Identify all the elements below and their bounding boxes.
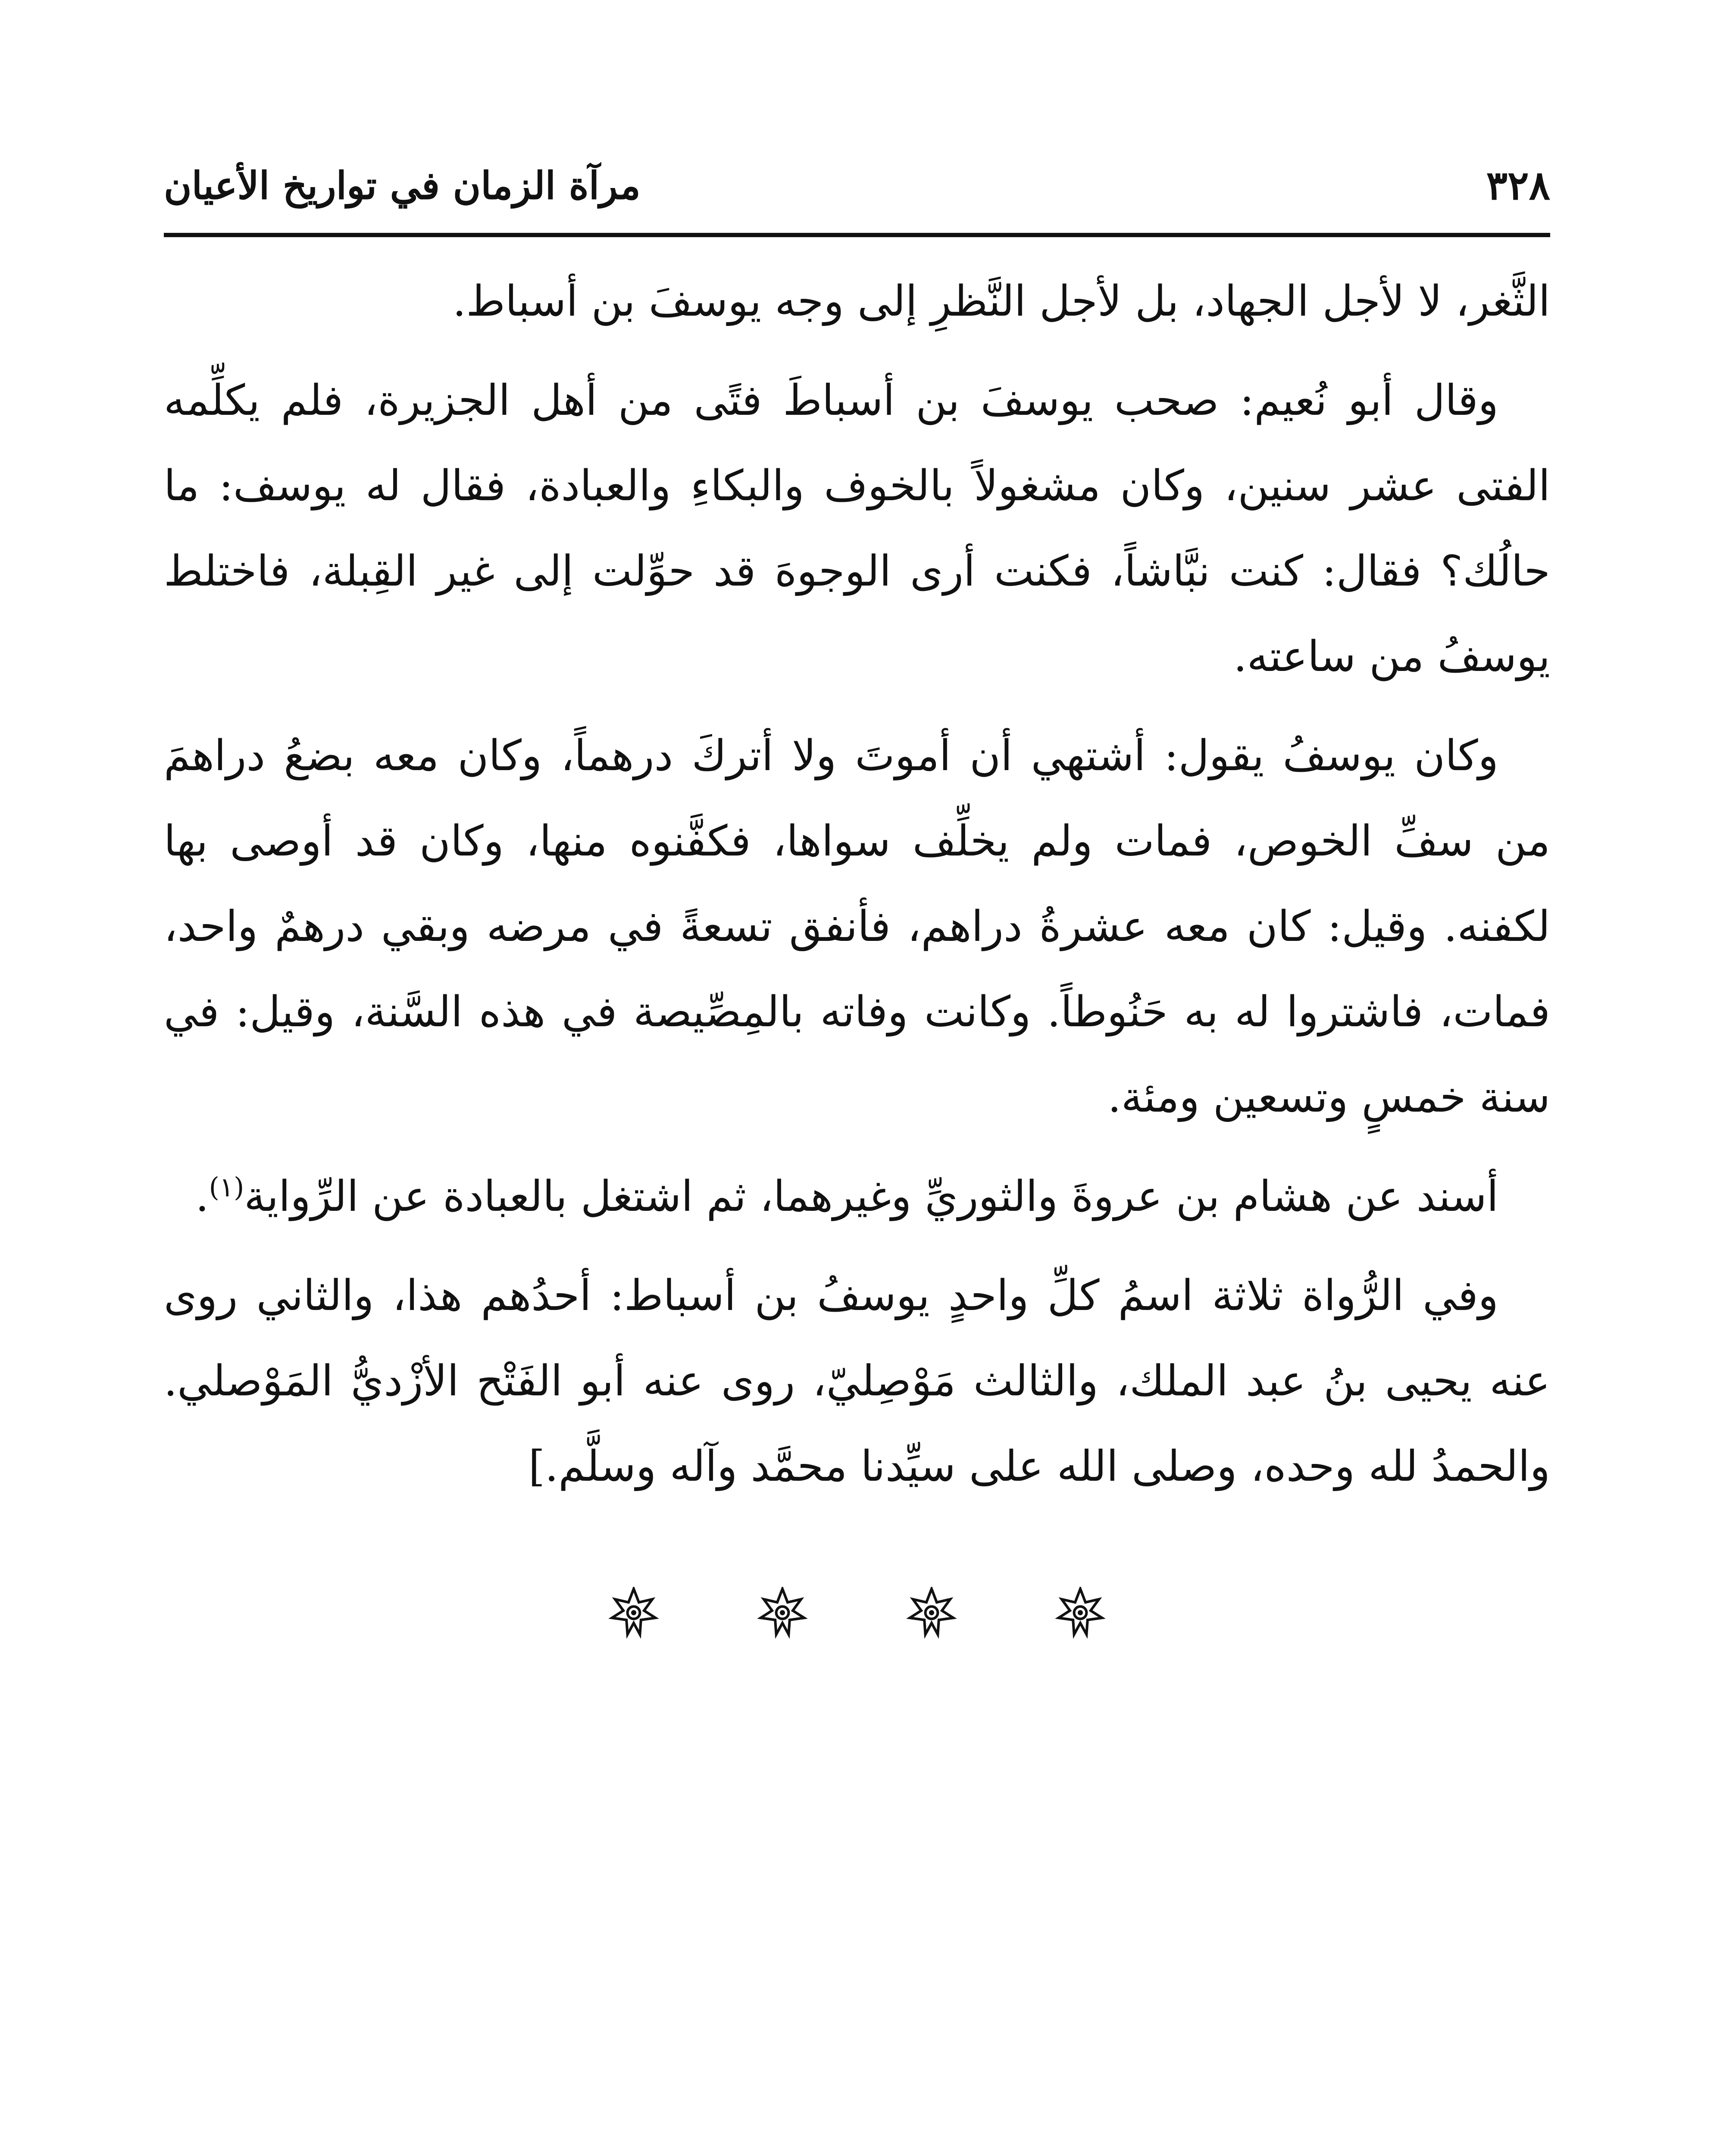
running-title: مرآة الزمان في تواريخ الأعيان — [164, 163, 641, 208]
flower-ornament-icon — [906, 1587, 957, 1639]
footnote-marker[interactable]: (١) — [209, 1171, 244, 1203]
flower-ornament-icon — [608, 1587, 660, 1639]
paragraph-3: وكان يوسفُ يقول: أشتهي أن أموتَ ولا أتركَ درهماً، وكان معه بضعُ دراهمَ من سفِّ الخوص، فمات ولم يخلِّف سواها، فكفَّنوه منها، وكان قد أوصى بها لكفنه. وقيل: كان معه عشرةُ دراهم، فأنفق تسعةً في مرضه وبقي درهمٌ واحد، فمات، فاشتروا له به حَنُوطاً. وكانت وفاته بالمِصِّيصة في هذه السَّنة، وقيل: في سنة خمسٍ وتسعين ومئة. — [164, 731, 1550, 1122]
paragraph-1: الثَّغر، لا لأجل الجهاد، بل لأجل النَّظرِ إلى وجه يوسفَ بن أسباط. — [453, 277, 1550, 326]
flower-ornament-icon — [757, 1587, 808, 1639]
paragraph-4-text: أسند عن هشام بن عروةَ والثوريِّ وغيرهما، ثم اشتغل بالعبادة عن الرِّواية — [244, 1172, 1498, 1221]
paragraph-5: وفي الرُّواة ثلاثة اسمُ كلِّ واحدٍ يوسفُ بن أسباط: أحدُهم هذا، والثاني روى عنه يحيى بنُ عبد الملك، والثالث مَوْصِليّ، روى عنه أبو الفَتْح الأزْديُّ المَوْصلي. والحمدُ لله وحده، وصلى الله على سيِّدنا محمَّد وآله وسلَّم.] — [164, 1271, 1550, 1491]
flower-ornament-icon — [1054, 1587, 1106, 1639]
paragraph-2: وقال أبو نُعيم: صحب يوسفَ بن أسباطَ فتًى من أهل الجزيرة، فلم يكلِّمه الفتى عشر سنين، وكان مشغولاً بالخوف والبكاءِ والعبادة، فقال له يوسف: ما حالُك؟ فقال: كنت نبَّاشاً، فكنت أرى الوجوهَ قد حوِّلت إلى غير القِبلة، فاختلط يوسفُ من ساعته. — [164, 376, 1550, 681]
main-text — [164, 259, 1550, 1523]
paragraph-4-end: . — [195, 1172, 209, 1221]
section-end-ornaments — [0, 1587, 1714, 1639]
running-header — [164, 155, 1550, 216]
paragraph-4 — [164, 1154, 1550, 1239]
header-rule — [164, 233, 1550, 237]
page-number: ٣٢٨ — [1486, 162, 1550, 209]
